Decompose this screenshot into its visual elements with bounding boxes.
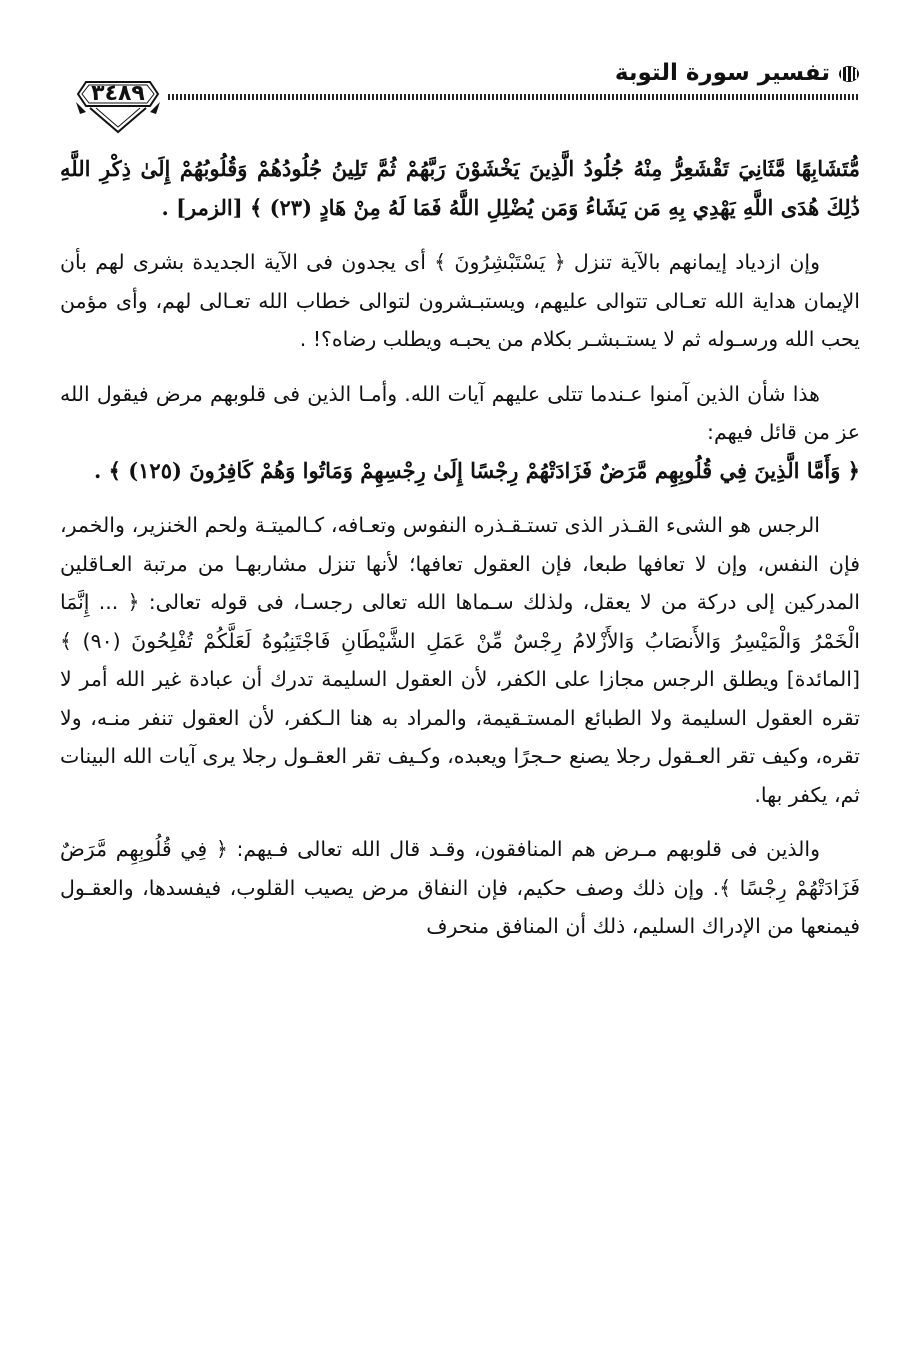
page-number: ٣٤٨٩ bbox=[91, 81, 145, 106]
paragraph-1: وإن ازدياد إيمانهم بالآية تنزل ﴿ يَسْتَبْشِرُونَ ﴾ أى يجدون فى الآية الجديدة بشرى لهم بأن الإيمان هداية الله تعـالى تتوالى عليهم، ويستبـشرون لتوالى خطاب الله تعـالى لهم، وأى مؤمن يحب الله ورسـوله ثم لا يستـبشـر بكلام من يحبـه ويطلب رضاه؟! . bbox=[60, 250, 860, 351]
paragraph-2: هذا شأن الذين آمنوا عـندما تتلى عليهم آيات الله. وأمـا الذين فى قلوبهم مرض فيقول الله عز من قائل فيهم: bbox=[60, 381, 860, 444]
page-header bbox=[60, 50, 860, 140]
quran-verse-tawbah-125: ﴿ وَأَمَّا الَّذِينَ فِي قُلُوبِهِم مَّرَضٌ فَزَادَتْهُمْ رِجْسًا إِلَىٰ رِجْسِهِمْ وَمَاتُوا وَهُمْ كَافِرُونَ (١٢٥) ﴾ . bbox=[93, 457, 860, 483]
quran-verse-zumar: مُّتَشَابِهًا مَّثَانِيَ تَقْشَعِرُّ مِنْهُ جُلُودُ الَّذِينَ يَخْشَوْنَ رَبَّهُمْ ثُمَّ تَلِينُ جُلُودُهُمْ وَقُلُوبُهُمْ إِلَىٰ ذِكْرِ اللَّهِ ذَٰلِكَ هُدَى اللَّهِ يَهْدِي بِهِ مَن يَشَاءُ وَمَن يُضْلِلِ اللَّهُ فَمَا لَهُ مِنْ هَادٍ (٢٣) ﴾ [الزمر] . bbox=[60, 156, 860, 220]
paragraph-3: الرجس هو الشىء القـذر الذى تستـقـذره النفوس وتعـافه، كـالميتـة ولحم الخنزير، والخمر، فإن النفس، وإن لا تعافها طبعا، فإن العقول تعافها؛ لأنها تنزل مشاربهـا من مرتبة العـاقلين المدركين إلى دركة من لا يعقل، ولذلك سـماها الله تعالى رجسـا، فى قوله تعالى: ﴿ ... إِنَّمَا الْخَمْرُ وَالْمَيْسِرُ وَالأَنصَابُ وَالأَزْلامُ رِجْسٌ مِّنْ عَمَلِ الشَّيْطَانِ فَاجْتَنِبُوهُ لَعَلَّكُمْ تُفْلِحُونَ (٩٠) ﴾ [المائدة] ويطلق الرجس مجازا على الكفر، لأن العقول السليمة تدرك أن عبادة غير الله أمر لا تقره العقول السليمة ولا الطبائع المستـقيمة، والمراد به هنا الـكفر، لأن العقول تنفر منـه، ولا تقره، وكيف تقر العـقول رجلا يصنع حـجرًا ويعبده، وكـيف تقر العقـول رجلا يرى آيات الله البينات ثم، يكفر بها. bbox=[60, 513, 860, 807]
page-number-badge bbox=[72, 72, 164, 138]
running-title: تفسير سورة التوبة bbox=[614, 60, 830, 86]
page-body bbox=[60, 150, 860, 946]
bullet-ornament-icon bbox=[838, 64, 860, 84]
paragraph-4: والذين فى قلوبهم مـرض هم المنافقون، وقـد قال الله تعالى فـيهم: ﴿ فِي قُلُوبِهِم مَّرَضٌ فَزَادَتْهُمْ رِجْسًا ﴾. وإن ذلك وصف حكيم، فإن النفاق مرض يصيب القلوب، فيفسدها، والعقـول فيمنعها من الإدراك السليم، ذلك أن المنافق منحرف bbox=[60, 837, 860, 938]
header-rule bbox=[168, 94, 860, 100]
